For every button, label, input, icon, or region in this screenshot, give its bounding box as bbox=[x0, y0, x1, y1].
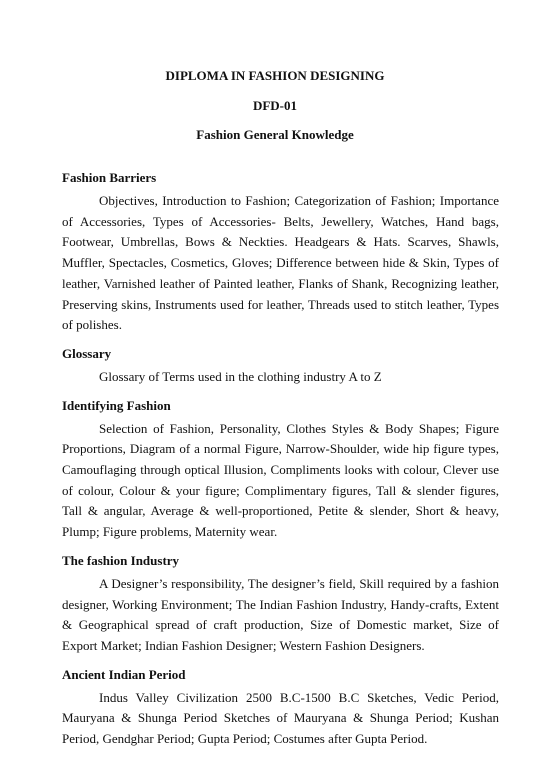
section-heading-ancient-indian-period: Ancient Indian Period bbox=[62, 666, 186, 682]
document-body bbox=[62, 170, 499, 755]
course-subtitle: Fashion General Knowledge bbox=[196, 127, 354, 142]
section-text-fashion-industry: A Designer’s responsibility, The designer’s field, Skill required by a fashion designer, Working Environment; The Indian Fashion Industry, Handy-crafts, Extent & Geographical spread of craft production, Size of Domestic market, Size of Export Market; Indian Fashion Designer; Western Fashion Designers. bbox=[62, 575, 499, 653]
section-text-glossary: Glossary of Terms used in the clothing industry A to Z bbox=[99, 368, 382, 384]
section-heading-identifying-fashion: Identifying Fashion bbox=[62, 397, 171, 413]
section-heading-fashion-industry: The fashion Industry bbox=[62, 552, 180, 568]
document-title: DIPLOMA IN FASHION DESIGNING bbox=[165, 68, 385, 83]
section-text-identifying-fashion: Selection of Fashion, Personality, Clothes Styles & Body Shapes; Figure Proportions, Diagram of a normal Figure, Narrow-Shoulder, wide hip figure types, Camouflaging through optical Illusion, Compliments looks with colour, Clever use of colour, Colour & your figure; Complimentary figures, Tall & slender figures, Tall & angular, Average & well-proportioned, Petite & slender, Short & heavy, Plump; Figure problems, Maternity wear. bbox=[62, 420, 499, 540]
course-code: DFD-01 bbox=[252, 98, 298, 113]
section-heading-glossary: Glossary bbox=[62, 345, 112, 361]
section-text-fashion-barriers: Objectives, Introduction to Fashion; Categorization of Fashion; Importance of Accessories, Types of Accessories- Belts, Jewellery, Watches, Hand bags, Footwear, Umbrellas, Bows & Neckties. Headgears & Hats. Scarves, Shawls, Muffler, Spectacles, Cosmetics, Gloves; Difference between hide & Skin, Types of leather, Varnished leather of Painted leather, Flanks of Shank, Recognizing leather, Preserving skins, Instruments used for leather, Threads used to stitch leather, Types of polishes. bbox=[62, 193, 499, 333]
section-heading-fashion-barriers: Fashion Barriers bbox=[62, 170, 157, 185]
section-text-ancient-indian-period: Indus Valley Civilization 2500 B.C-1500 B.C Sketches, Vedic Period, Mauryana & Shunga Period Sketches of Mauryana & Shunga Period; Kushan Period, Gendghar Period; Gupta Period; Costumes after Gupta Period. bbox=[62, 689, 499, 747]
